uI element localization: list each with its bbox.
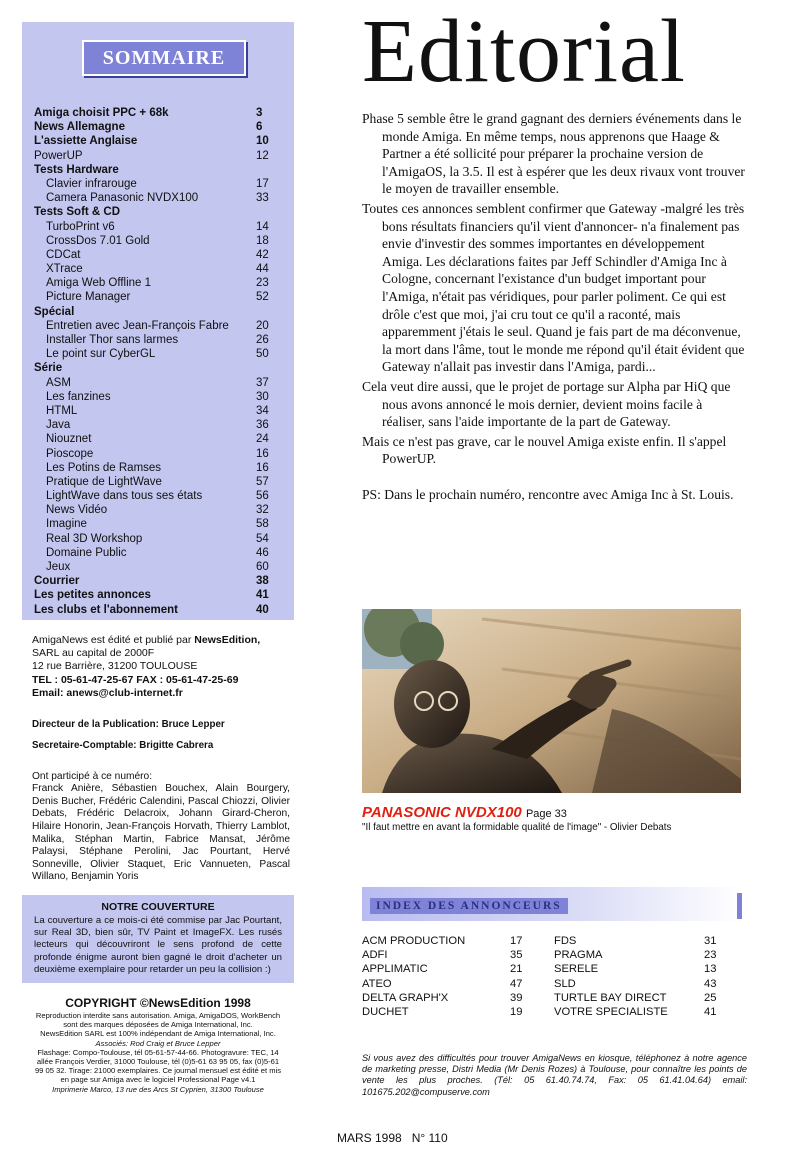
toc-item-page: 58 (256, 518, 269, 531)
publisher-phone: TEL : 05-61-47-25-67 FAX : 05-61-47-25-69 (32, 673, 239, 686)
advertiser-page: 17 (510, 935, 523, 947)
toc-item (34, 546, 284, 560)
toc-item-title: PowerUP (34, 149, 83, 162)
toc-item (34, 134, 284, 148)
toc-item (34, 532, 284, 546)
kiosque-notice: Si vous avez des difficultés pour trouver AmigaNews en kiosque, téléphonez à notre agence de marketing presse, Distri Media (Mr Denis Rozes) à Toulouse, pour connaître les points de vente les plus proches. (Tél: 05 61.40.74.74, Fax: 05 61.41.04.64) email: 101675.202@compuserve.com (362, 1053, 747, 1097)
toc-item-page: 37 (256, 376, 269, 389)
toc-item-title: TurboPrint v6 (46, 220, 115, 233)
advertiser-page: 39 (510, 991, 523, 1004)
toc-item-title: Les fanzines (46, 390, 111, 403)
advertiser-name: ACM PRODUCTION (362, 935, 466, 947)
copyright-line: Imprimerie Marco, 13 rue des Arcs St Cyprien, 31300 Toulouse (52, 1084, 264, 1094)
toc-item (34, 475, 284, 489)
toc-item (34, 234, 284, 248)
toc-item (34, 361, 284, 375)
toc-item (34, 177, 284, 191)
copyright-line: NewsEdition SARL est 100% indépendant de Amiga International, Inc. (40, 1029, 276, 1039)
toc-item-page: 50 (256, 348, 269, 361)
toc-item-page: 26 (256, 334, 269, 346)
advertiser-name: DELTA GRAPH'X (362, 991, 449, 1004)
toc-item (34, 220, 284, 234)
toc-item-page: 41 (256, 589, 269, 602)
advertiser-name: DUCHET (362, 1005, 409, 1018)
advertiser-page: 31 (704, 935, 717, 947)
toc-item-page: 34 (256, 404, 269, 417)
advertiser-page: 25 (704, 991, 717, 1004)
toc-item-page: 32 (256, 504, 269, 517)
sommaire-title: SOMMAIRE (82, 40, 246, 76)
credits-heading: Ont participé à ce numéro: (32, 771, 153, 782)
cover-title: NOTRE COUVERTURE (101, 901, 215, 913)
toc-item-title: Java (46, 419, 71, 432)
editorial-ps: PS: Dans le prochain numéro, rencontre avec Amiga Inc à St. Louis. (362, 486, 734, 502)
toc-item-page: 38 (256, 575, 269, 588)
toc-item-page: 3 (256, 107, 263, 119)
toc-item (34, 305, 284, 319)
advertiser-name: FDS (554, 935, 577, 947)
toc-item-title: Tests Hardware (34, 163, 119, 176)
advertiser-page: 43 (704, 977, 717, 990)
toc-item-title: Les petites annonces (34, 589, 151, 602)
statue-photo (362, 609, 741, 793)
editorial-paragraph: Phase 5 semble être le grand gagnant des derniers événements dans le monde Amiga. En même temps, nous apprenons que Haage & Partner a été sollicité pour préparer la prochaine version de l'AmigaOS, la 3.5. Il est à espérer que les deux rivaux vont trouver le moyen de travailler ensemble. (362, 111, 745, 197)
index-header (362, 887, 742, 921)
index-row (362, 948, 742, 962)
advertiser-page: 41 (704, 1005, 717, 1018)
toc-item-title: ASM (46, 376, 71, 389)
toc-item-title: Entretien avec Jean-François Fabre (46, 319, 229, 332)
toc-item-page: 30 (256, 390, 269, 403)
toc-item-title: CrossDos 7.01 Gold (46, 234, 150, 247)
photo-caption-title: PANASONIC NVDX100 (362, 804, 522, 821)
advertiser-name: VOTRE SPECIALISTE (554, 1005, 668, 1018)
toc-item-title: XTrace (46, 263, 83, 276)
toc-item (34, 447, 284, 461)
toc-item-page: 57 (256, 475, 269, 488)
toc-item (34, 376, 284, 390)
toc-item-page: 56 (256, 490, 269, 503)
advertiser-name: ADFI (362, 949, 388, 962)
toc-item-page: 42 (256, 248, 269, 261)
table-of-contents (34, 106, 284, 617)
copyright-line: en page sur Amiga avec le logiciel Professional Page v4.1 (60, 1075, 256, 1085)
toc-item-title: Courrier (34, 575, 80, 588)
toc-item (34, 489, 284, 503)
toc-item (34, 418, 284, 432)
toc-item (34, 262, 284, 276)
toc-item-page: 24 (256, 433, 269, 446)
toc-item (34, 106, 284, 120)
editorial-title: Editorial (362, 2, 686, 101)
toc-item-title: Domaine Public (46, 546, 127, 559)
toc-item-title: Pioscope (46, 447, 94, 460)
advertiser-page: 13 (704, 963, 717, 976)
toc-item-page: 33 (256, 192, 269, 205)
credits (32, 770, 290, 884)
toc-item-page: 46 (256, 546, 269, 559)
editorial-paragraph: Toutes ces annonces semblent confirmer que Gateway -malgré les très bons résultats financiers qu'il vient d'annoncer- n'a finalement pas envie d'investir des sommes importantes en développement Amiga. Les déclarations faites par Jeff Schindler d'Amiga Inc à Cologne, concernant l'existance d'un budget important pour l'Amiga, n'était pas véridiques, pour parler poliment. Ce qui est drôle c'est que moi, j'ai cru tout ce qu'il a raconté, mais apparemment j'étais le seul. Quand je fais part de ma déconvenue, la mort dans l'âme, tout le monde me répond qu'il était évident que Gateway n'allait pas investir dans l'Amiga, pardi... (362, 200, 745, 375)
toc-item-title: LightWave dans tous ses états (46, 490, 203, 503)
toc-item-title: Jeux (46, 561, 71, 573)
index-row (362, 977, 742, 991)
index-title: INDEX DES ANNONCEURS (370, 898, 568, 914)
toc-item-title: HTML (46, 404, 78, 417)
toc-item (34, 319, 284, 333)
advertiser-name: SLD (554, 977, 576, 990)
toc-item (34, 333, 284, 347)
toc-item (34, 560, 284, 574)
publisher-info (32, 634, 294, 700)
toc-item-page: 16 (256, 461, 269, 474)
copyright-line: allée François Verdier, 31000 Toulouse, tél (0)5-61 63 95 05, fax (0)5-61 (36, 1057, 280, 1067)
secretary: Secretaire-Comptable: Brigitte Cabrera (32, 740, 214, 751)
toc-item (34, 149, 284, 163)
sommaire-panel (22, 22, 294, 620)
index-row (362, 962, 742, 976)
toc-item (34, 588, 284, 602)
toc-item-page: 20 (256, 319, 269, 332)
toc-item-page: 23 (256, 277, 269, 290)
toc-item-page: 6 (256, 121, 263, 134)
toc-item (34, 276, 284, 290)
toc-item-title: CDCat (46, 248, 81, 261)
advertiser-name: APPLIMATIC (362, 963, 428, 976)
publisher-email: Email: anews@club-internet.fr (32, 686, 183, 699)
toc-item (34, 248, 284, 262)
issue-footer (337, 1131, 448, 1145)
index-header-bar (737, 893, 742, 919)
toc-item-page: 36 (256, 419, 269, 432)
index-row (362, 934, 742, 948)
toc-item-title: Tests Soft & CD (34, 206, 121, 219)
toc-item-title: Installer Thor sans larmes (46, 334, 179, 346)
statue-photo-image (362, 609, 741, 793)
toc-item-title: Spécial (34, 305, 75, 318)
index-row (362, 991, 742, 1005)
advertiser-index-table (362, 934, 742, 1019)
toc-item-page: 14 (256, 220, 269, 233)
editorial-body (362, 110, 745, 505)
copyright-text (22, 1011, 294, 1094)
toc-item-title: News Allemagne (34, 121, 125, 134)
advertiser-page: 21 (510, 963, 523, 976)
toc-item-title: Le point sur CyberGL (46, 348, 156, 361)
toc-item-page: 40 (256, 603, 269, 616)
issue-date: MARS 1998 (337, 1131, 402, 1145)
toc-item-title: Série (34, 362, 63, 375)
index-row (362, 1005, 742, 1019)
toc-item-title: Amiga choisit PPC + 68k (34, 107, 169, 119)
toc-item (34, 517, 284, 531)
toc-item-title: Pratique de LightWave (46, 475, 162, 488)
toc-item-title: Picture Manager (46, 291, 131, 304)
toc-item-title: Real 3D Workshop (46, 532, 143, 545)
advertiser-page: 23 (704, 949, 717, 962)
advertiser-name: PRAGMA (554, 949, 603, 962)
toc-item-page: 60 (256, 561, 269, 573)
cover-text: La couverture a ce mois-ci été commise par Jac Pourtant, sur Real 3D, bien sûr, TV Paint et ImageFX. Les rusés lecteurs qui découvriront le sens profond de cette profonde énigme auront bien gagné le droit d'acheter un deuxième exemplaire pour retarder un peu la collision :) (34, 915, 282, 975)
toc-item-page: 16 (256, 447, 269, 460)
copyright-line: Associés: Rod Craig et Bruce Lepper (95, 1038, 221, 1048)
publisher-address: 12 rue Barrière, 31200 TOULOUSE (32, 660, 198, 673)
toc-item-page: 18 (256, 234, 269, 247)
toc-item-title: Niouznet (46, 433, 92, 446)
advertiser-page: 47 (510, 977, 523, 990)
toc-item (34, 503, 284, 517)
photo-caption-page: Page 33 (525, 808, 567, 820)
toc-item-title: L'assiette Anglaise (34, 135, 138, 148)
toc-item (34, 191, 284, 205)
toc-item (34, 205, 284, 219)
toc-item-title: Les Potins de Ramses (46, 461, 162, 474)
copyright-title: COPYRIGHT ©NewsEdition 1998 (65, 996, 251, 1010)
photo-quote: "Il faut mettre en avant la formidable qualité de l'image" - Olivier Debats (362, 822, 672, 833)
advertiser-page: 19 (510, 1005, 523, 1018)
photo-caption (362, 804, 567, 821)
toc-item-title: Clavier infrarouge (46, 177, 137, 190)
toc-item-title: Les clubs et l'abonnement (34, 603, 178, 616)
toc-item (34, 404, 284, 418)
toc-item-title: News Vidéo (46, 504, 108, 517)
toc-item (34, 432, 284, 446)
toc-item-page: 44 (256, 263, 269, 276)
toc-item-page: 54 (256, 532, 269, 545)
toc-item-page: 10 (256, 135, 269, 148)
publisher-capital: SARL au capital de 2000F (32, 647, 155, 660)
advertiser-name: ATEO (362, 977, 392, 990)
toc-item-page: 17 (256, 177, 269, 190)
director: Directeur de la Publication: Bruce Lepper (32, 719, 225, 730)
issue-number: N° 110 (411, 1131, 448, 1145)
toc-item (34, 347, 284, 361)
toc-item-page: 12 (256, 149, 269, 162)
toc-item-title: Imagine (46, 518, 87, 531)
copyright-line: Flashage: Compo-Toulouse, tél 05-61-57-44-66. Photogravure: TEC, 14 (37, 1047, 279, 1057)
toc-item (34, 290, 284, 304)
editorial-paragraph: Mais ce n'est pas grave, car le nouvel Amiga existe enfin. Il s'appel PowerUP. (362, 433, 727, 467)
credits-names: Franck Anière, Sébastien Bouchex, Alain Bourgery, Denis Bucher, Frédéric Calendini, Pascal Chiozzi, Olivier Debats, Frédéric Delacroix, Johann Girard-Cheron, Hilaire Honorin, Jean-François Horvath, Thierry Lamblot, Malika, Stéphan Martin, Fabrice Mansat, Jérôme Palaysi, Stéphane Perolini, Jac Pourtant, Hervé Sonneville, Olivier Staquet, Eric Vannueten, Pascal Willano, Benjamin Yoris (32, 783, 290, 883)
advertiser-name: SERELE (554, 963, 599, 976)
advertiser-page: 35 (510, 949, 523, 962)
publisher-name: NewsEdition, (194, 634, 261, 646)
toc-item-page: 52 (256, 291, 269, 304)
advertiser-name: TURTLE BAY DIRECT (554, 991, 667, 1004)
toc-item-title: Camera Panasonic NVDX100 (46, 192, 199, 205)
cover-box (22, 895, 294, 983)
editorial-paragraph: Cela veut dire aussi, que le projet de portage sur Alpha par HiQ que nous avons annoncé le mois dernier, devient moins facile à réaliser, sans l'aide importante de la part de Gateway. (362, 378, 731, 430)
toc-item (34, 163, 284, 177)
toc-item (34, 574, 284, 588)
publisher-line1: AmigaNews est édité et publié par (32, 634, 195, 646)
toc-item (34, 120, 284, 134)
copyright-line: sont des marques déposées de Amiga International, Inc. (63, 1020, 253, 1030)
toc-item (34, 603, 284, 617)
toc-item (34, 461, 284, 475)
toc-item (34, 390, 284, 404)
copyright-line: 99 05 32. Tirage: 21000 exemplaires. Ce journal mensuel est édité et mis (34, 1066, 282, 1076)
copyright-line: Reproduction interdite sans autorisation. Amiga, AmigaDOS, WorkBench (35, 1011, 281, 1020)
toc-item-title: Amiga Web Offline 1 (46, 277, 152, 290)
